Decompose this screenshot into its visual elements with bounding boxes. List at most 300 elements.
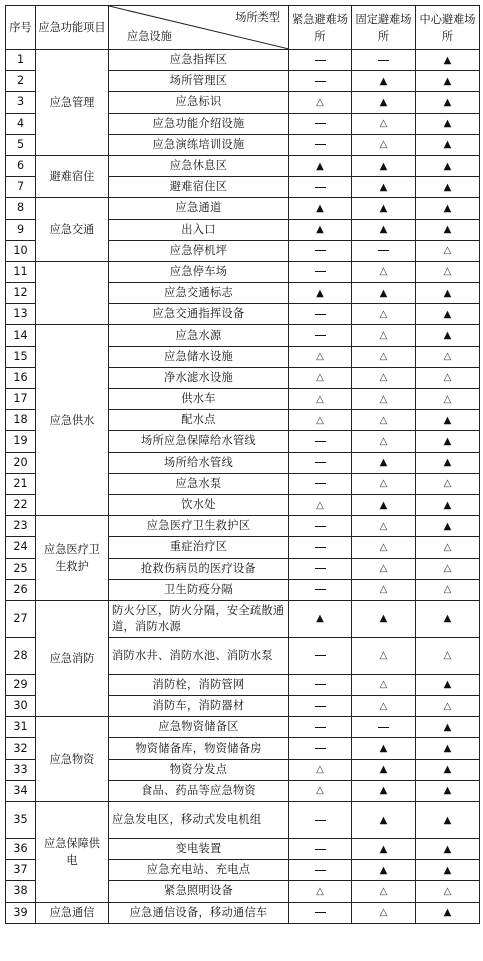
central-shelter-mark bbox=[416, 802, 480, 839]
filled-triangle-icon: ▲ bbox=[379, 843, 388, 855]
row-number: 16 bbox=[6, 367, 36, 388]
filled-triangle-icon: ▲ bbox=[443, 785, 452, 797]
filled-triangle-icon: ▲ bbox=[379, 864, 388, 876]
row-number: 25 bbox=[6, 558, 36, 579]
emergency-shelter-mark bbox=[289, 155, 352, 176]
outline-triangle-icon: △ bbox=[379, 650, 388, 662]
dash-mark bbox=[378, 727, 389, 728]
outline-triangle-icon: △ bbox=[379, 266, 388, 278]
filled-triangle-icon: ▲ bbox=[443, 613, 452, 625]
facility-cell: 物资分发点 bbox=[109, 759, 289, 780]
dash-mark bbox=[378, 60, 389, 61]
emergency-shelter-mark bbox=[289, 410, 352, 431]
row-number: 15 bbox=[6, 346, 36, 367]
outline-triangle-icon: △ bbox=[316, 885, 324, 897]
emergency-shelter-mark bbox=[289, 473, 352, 494]
outline-triangle-icon: △ bbox=[443, 245, 452, 257]
fixed-shelter-mark bbox=[352, 431, 416, 452]
row-number: 14 bbox=[6, 325, 36, 346]
central-shelter-mark bbox=[416, 696, 480, 717]
emergency-shelter-mark bbox=[289, 600, 352, 637]
row-number: 30 bbox=[6, 696, 36, 717]
central-shelter-mark bbox=[416, 155, 480, 176]
central-shelter-mark bbox=[416, 283, 480, 304]
fixed-shelter-mark bbox=[352, 717, 416, 738]
row-number: 27 bbox=[6, 600, 36, 637]
filled-triangle-icon: ▲ bbox=[443, 499, 452, 511]
emergency-shelter-mark bbox=[289, 738, 352, 759]
dash-mark bbox=[315, 483, 326, 484]
outline-triangle-icon: △ bbox=[379, 520, 388, 532]
table-row bbox=[6, 155, 480, 176]
central-shelter-mark bbox=[416, 389, 480, 410]
outline-triangle-icon: △ bbox=[379, 139, 388, 151]
row-number: 38 bbox=[6, 881, 36, 902]
filled-triangle-icon: ▲ bbox=[379, 202, 388, 214]
facility-cell: 避难宿住区 bbox=[109, 177, 289, 198]
facility-cell: 饮水处 bbox=[109, 494, 289, 515]
filled-triangle-icon: ▲ bbox=[443, 308, 452, 320]
row-number: 39 bbox=[6, 902, 36, 923]
fixed-shelter-mark bbox=[352, 240, 416, 261]
category-cell: 避难宿住 bbox=[36, 155, 109, 197]
dash-mark bbox=[315, 250, 326, 251]
filled-triangle-icon: ▲ bbox=[443, 679, 452, 691]
outline-triangle-icon: △ bbox=[379, 118, 388, 130]
filled-triangle-icon: ▲ bbox=[379, 743, 388, 755]
facility-cell: 场所给水管线 bbox=[109, 452, 289, 473]
dash-mark bbox=[378, 250, 389, 251]
category-cell: 应急保障供电 bbox=[36, 802, 109, 903]
category-cell: 应急消防 bbox=[36, 600, 109, 716]
facility-cell: 应急休息区 bbox=[109, 155, 289, 176]
category-cell: 应急供水 bbox=[36, 325, 109, 516]
row-number: 6 bbox=[6, 155, 36, 176]
central-shelter-mark bbox=[416, 902, 480, 923]
emergency-shelter-mark bbox=[289, 696, 352, 717]
emergency-shelter-mark bbox=[289, 219, 352, 240]
table-row bbox=[6, 325, 480, 346]
dash-mark bbox=[315, 748, 326, 749]
fixed-shelter-mark bbox=[352, 389, 416, 410]
dash-mark bbox=[315, 441, 326, 442]
table-row bbox=[6, 198, 480, 219]
emergency-shelter-mark bbox=[289, 537, 352, 558]
central-shelter-mark bbox=[416, 516, 480, 537]
dash-mark bbox=[315, 526, 326, 527]
filled-triangle-icon: ▲ bbox=[443, 160, 452, 172]
central-shelter-mark bbox=[416, 198, 480, 219]
dash-mark bbox=[315, 462, 326, 463]
emergency-shelter-mark bbox=[289, 389, 352, 410]
dash-mark bbox=[315, 335, 326, 336]
facility-cell: 出入口 bbox=[109, 219, 289, 240]
dash-mark bbox=[315, 849, 326, 850]
filled-triangle-icon: ▲ bbox=[443, 435, 452, 447]
emergency-shelter-mark bbox=[289, 198, 352, 219]
fixed-shelter-mark bbox=[352, 219, 416, 240]
fixed-shelter-mark bbox=[352, 92, 416, 113]
facility-cell: 场所管理区 bbox=[109, 71, 289, 92]
outline-triangle-icon: △ bbox=[379, 351, 388, 363]
central-shelter-mark bbox=[416, 113, 480, 134]
filled-triangle-icon: ▲ bbox=[379, 499, 388, 511]
fixed-shelter-mark bbox=[352, 802, 416, 839]
outline-triangle-icon: △ bbox=[443, 478, 452, 490]
category-cell: 应急医疗卫生救护 bbox=[36, 516, 109, 601]
facility-cell: 应急演练培训设施 bbox=[109, 134, 289, 155]
outline-triangle-icon: △ bbox=[316, 499, 324, 511]
dash-mark bbox=[315, 547, 326, 548]
outline-triangle-icon: △ bbox=[443, 650, 452, 662]
dash-mark bbox=[315, 727, 326, 728]
filled-triangle-icon: ▲ bbox=[443, 202, 452, 214]
fixed-shelter-mark bbox=[352, 537, 416, 558]
outline-triangle-icon: △ bbox=[379, 308, 388, 320]
filled-triangle-icon: ▲ bbox=[379, 457, 388, 469]
filled-triangle-icon: ▲ bbox=[443, 287, 452, 299]
facility-cell: 防火分区，防火分隔，安全疏散通道，消防水源 bbox=[109, 600, 289, 637]
table-row bbox=[6, 516, 480, 537]
fixed-shelter-mark bbox=[352, 346, 416, 367]
central-shelter-mark bbox=[416, 92, 480, 113]
facility-cell: 消防车，消防器材 bbox=[109, 696, 289, 717]
facility-cell: 应急物资储备区 bbox=[109, 717, 289, 738]
row-number: 24 bbox=[6, 537, 36, 558]
filled-triangle-icon: ▲ bbox=[443, 907, 452, 919]
category-cell: 应急通信 bbox=[36, 902, 109, 923]
dash-mark bbox=[315, 820, 326, 821]
row-number: 9 bbox=[6, 219, 36, 240]
central-shelter-mark bbox=[416, 177, 480, 198]
dash-mark bbox=[315, 568, 326, 569]
emergency-shelter-mark bbox=[289, 71, 352, 92]
filled-triangle-icon: ▲ bbox=[443, 54, 452, 66]
filled-triangle-icon: ▲ bbox=[443, 721, 452, 733]
dash-mark bbox=[315, 655, 326, 656]
emergency-shelter-mark bbox=[289, 50, 352, 71]
emergency-shelter-mark bbox=[289, 717, 352, 738]
central-shelter-mark bbox=[416, 325, 480, 346]
fixed-shelter-mark bbox=[352, 881, 416, 902]
filled-triangle-icon: ▲ bbox=[443, 75, 452, 87]
facility-cell: 净水滤水设施 bbox=[109, 367, 289, 388]
row-number: 12 bbox=[6, 283, 36, 304]
fixed-shelter-mark bbox=[352, 283, 416, 304]
facility-cell: 应急停车场 bbox=[109, 261, 289, 282]
fixed-shelter-mark bbox=[352, 738, 416, 759]
outline-triangle-icon: △ bbox=[379, 885, 388, 897]
fixed-shelter-mark bbox=[352, 177, 416, 198]
emergency-shelter-mark bbox=[289, 674, 352, 695]
filled-triangle-icon: ▲ bbox=[443, 118, 452, 130]
emergency-shelter-mark bbox=[289, 134, 352, 155]
filled-triangle-icon: ▲ bbox=[443, 814, 452, 826]
dash-mark bbox=[315, 870, 326, 871]
table-row bbox=[6, 600, 480, 637]
filled-triangle-icon: ▲ bbox=[443, 330, 452, 342]
central-shelter-mark bbox=[416, 219, 480, 240]
facility-cell: 应急标识 bbox=[109, 92, 289, 113]
row-number: 33 bbox=[6, 759, 36, 780]
fixed-shelter-mark bbox=[352, 637, 416, 674]
fixed-shelter-mark bbox=[352, 261, 416, 282]
header-site-type: 场所类型 bbox=[235, 11, 280, 24]
facility-cell: 应急发电区，移动式发电机组 bbox=[109, 802, 289, 839]
facility-cell: 配水点 bbox=[109, 410, 289, 431]
outline-triangle-icon: △ bbox=[379, 584, 388, 596]
filled-triangle-icon: ▲ bbox=[379, 181, 388, 193]
filled-triangle-icon: ▲ bbox=[379, 160, 388, 172]
filled-triangle-icon: ▲ bbox=[379, 75, 388, 87]
emergency-shelter-mark bbox=[289, 240, 352, 261]
outline-triangle-icon: △ bbox=[316, 96, 324, 108]
outline-triangle-icon: △ bbox=[379, 563, 388, 575]
category-cell: 应急管理 bbox=[36, 50, 109, 156]
central-shelter-mark bbox=[416, 579, 480, 600]
fixed-shelter-mark bbox=[352, 759, 416, 780]
emergency-shelter-mark bbox=[289, 113, 352, 134]
fixed-shelter-mark bbox=[352, 410, 416, 431]
filled-triangle-icon: ▲ bbox=[443, 414, 452, 426]
emergency-shelter-mark bbox=[289, 304, 352, 325]
row-number: 32 bbox=[6, 738, 36, 759]
header-row bbox=[6, 6, 480, 50]
central-shelter-mark bbox=[416, 410, 480, 431]
central-shelter-mark bbox=[416, 71, 480, 92]
outline-triangle-icon: △ bbox=[443, 885, 452, 897]
header-facility: 应急设施 bbox=[127, 30, 172, 43]
facility-cell: 应急交通标志 bbox=[109, 283, 289, 304]
central-shelter-mark bbox=[416, 558, 480, 579]
row-number: 17 bbox=[6, 389, 36, 410]
central-shelter-mark bbox=[416, 839, 480, 860]
row-number: 20 bbox=[6, 452, 36, 473]
row-number: 10 bbox=[6, 240, 36, 261]
outline-triangle-icon: △ bbox=[443, 266, 452, 278]
central-shelter-mark bbox=[416, 600, 480, 637]
row-number: 22 bbox=[6, 494, 36, 515]
fixed-shelter-mark bbox=[352, 516, 416, 537]
emergency-shelter-mark bbox=[289, 367, 352, 388]
central-shelter-mark bbox=[416, 537, 480, 558]
emergency-shelter-mark bbox=[289, 283, 352, 304]
facility-cell: 应急通道 bbox=[109, 198, 289, 219]
row-number: 21 bbox=[6, 473, 36, 494]
filled-triangle-icon: ▲ bbox=[443, 457, 452, 469]
fixed-shelter-mark bbox=[352, 155, 416, 176]
facility-cell: 应急医疗卫生救护区 bbox=[109, 516, 289, 537]
emergency-shelter-mark bbox=[289, 261, 352, 282]
table-wrapper bbox=[5, 5, 480, 924]
filled-triangle-icon: ▲ bbox=[443, 743, 452, 755]
dash-mark bbox=[315, 589, 326, 590]
fixed-shelter-mark bbox=[352, 780, 416, 801]
table-row bbox=[6, 261, 480, 282]
outline-triangle-icon: △ bbox=[379, 907, 388, 919]
central-shelter-mark bbox=[416, 473, 480, 494]
row-number: 29 bbox=[6, 674, 36, 695]
emergency-shelter-mark bbox=[289, 881, 352, 902]
row-number: 8 bbox=[6, 198, 36, 219]
facility-cell: 卫生防疫分隔 bbox=[109, 579, 289, 600]
filled-triangle-icon: ▲ bbox=[443, 96, 452, 108]
fixed-shelter-mark bbox=[352, 600, 416, 637]
facility-cell: 供水车 bbox=[109, 389, 289, 410]
fixed-shelter-mark bbox=[352, 696, 416, 717]
fixed-shelter-mark bbox=[352, 134, 416, 155]
central-shelter-mark bbox=[416, 674, 480, 695]
category-cell bbox=[36, 261, 109, 325]
emergency-shelter-mark bbox=[289, 579, 352, 600]
outline-triangle-icon: △ bbox=[379, 330, 388, 342]
outline-triangle-icon: △ bbox=[379, 393, 388, 405]
filled-triangle-icon: ▲ bbox=[316, 287, 324, 299]
row-number: 7 bbox=[6, 177, 36, 198]
shelter-facility-table bbox=[5, 5, 480, 924]
row-number: 23 bbox=[6, 516, 36, 537]
filled-triangle-icon: ▲ bbox=[443, 224, 452, 236]
emergency-shelter-mark bbox=[289, 92, 352, 113]
fixed-shelter-mark bbox=[352, 198, 416, 219]
fixed-shelter-mark bbox=[352, 558, 416, 579]
central-shelter-mark bbox=[416, 881, 480, 902]
filled-triangle-icon: ▲ bbox=[443, 764, 452, 776]
emergency-shelter-mark bbox=[289, 780, 352, 801]
emergency-shelter-mark bbox=[289, 902, 352, 923]
row-number: 36 bbox=[6, 839, 36, 860]
outline-triangle-icon: △ bbox=[379, 679, 388, 691]
emergency-shelter-mark bbox=[289, 860, 352, 881]
outline-triangle-icon: △ bbox=[443, 584, 452, 596]
central-shelter-mark bbox=[416, 780, 480, 801]
filled-triangle-icon: ▲ bbox=[379, 96, 388, 108]
fixed-shelter-mark bbox=[352, 452, 416, 473]
outline-triangle-icon: △ bbox=[316, 351, 324, 363]
outline-triangle-icon: △ bbox=[443, 563, 452, 575]
filled-triangle-icon: ▲ bbox=[379, 287, 388, 299]
fixed-shelter-mark bbox=[352, 113, 416, 134]
facility-cell: 应急水泵 bbox=[109, 473, 289, 494]
emergency-shelter-mark bbox=[289, 452, 352, 473]
table-row bbox=[6, 902, 480, 923]
outline-triangle-icon: △ bbox=[316, 372, 324, 384]
row-number: 31 bbox=[6, 717, 36, 738]
outline-triangle-icon: △ bbox=[443, 351, 452, 363]
table-body bbox=[6, 50, 480, 924]
facility-cell: 应急水源 bbox=[109, 325, 289, 346]
dash-mark bbox=[315, 314, 326, 315]
facility-cell: 应急通信设备，移动通信车 bbox=[109, 902, 289, 923]
central-shelter-mark bbox=[416, 367, 480, 388]
dash-mark bbox=[315, 144, 326, 145]
filled-triangle-icon: ▲ bbox=[443, 139, 452, 151]
emergency-shelter-mark bbox=[289, 759, 352, 780]
fixed-shelter-mark bbox=[352, 367, 416, 388]
central-shelter-mark bbox=[416, 637, 480, 674]
row-number: 5 bbox=[6, 134, 36, 155]
header-category: 应急功能项目 bbox=[36, 6, 109, 50]
central-shelter-mark bbox=[416, 50, 480, 71]
emergency-shelter-mark bbox=[289, 325, 352, 346]
central-shelter-mark bbox=[416, 759, 480, 780]
filled-triangle-icon: ▲ bbox=[443, 520, 452, 532]
dash-mark bbox=[315, 81, 326, 82]
facility-cell: 应急交通指挥设备 bbox=[109, 304, 289, 325]
outline-triangle-icon: △ bbox=[379, 478, 388, 490]
fixed-shelter-mark bbox=[352, 494, 416, 515]
row-number: 37 bbox=[6, 860, 36, 881]
facility-cell: 消防栓，消防管网 bbox=[109, 674, 289, 695]
header-seq: 序号 bbox=[6, 6, 36, 50]
facility-cell: 应急充电站、充电点 bbox=[109, 860, 289, 881]
filled-triangle-icon: ▲ bbox=[443, 181, 452, 193]
facility-cell: 应急功能介绍设施 bbox=[109, 113, 289, 134]
filled-triangle-icon: ▲ bbox=[316, 613, 324, 625]
emergency-shelter-mark bbox=[289, 839, 352, 860]
facility-cell: 物资储备库，物资储备房 bbox=[109, 738, 289, 759]
outline-triangle-icon: △ bbox=[379, 372, 388, 384]
filled-triangle-icon: ▲ bbox=[443, 864, 452, 876]
filled-triangle-icon: ▲ bbox=[379, 613, 388, 625]
emergency-shelter-mark bbox=[289, 558, 352, 579]
outline-triangle-icon: △ bbox=[316, 764, 324, 776]
outline-triangle-icon: △ bbox=[379, 414, 388, 426]
filled-triangle-icon: ▲ bbox=[316, 202, 324, 214]
central-shelter-mark bbox=[416, 261, 480, 282]
outline-triangle-icon: △ bbox=[316, 785, 324, 797]
dash-mark bbox=[315, 684, 326, 685]
facility-cell: 应急指挥区 bbox=[109, 50, 289, 71]
central-shelter-mark bbox=[416, 134, 480, 155]
row-number: 34 bbox=[6, 780, 36, 801]
row-number: 2 bbox=[6, 71, 36, 92]
outline-triangle-icon: △ bbox=[379, 700, 388, 712]
dash-mark bbox=[315, 60, 326, 61]
emergency-shelter-mark bbox=[289, 637, 352, 674]
central-shelter-mark bbox=[416, 494, 480, 515]
fixed-shelter-mark bbox=[352, 50, 416, 71]
fixed-shelter-mark bbox=[352, 902, 416, 923]
facility-cell: 应急储水设施 bbox=[109, 346, 289, 367]
outline-triangle-icon: △ bbox=[443, 700, 452, 712]
category-cell: 应急物资 bbox=[36, 717, 109, 802]
row-number: 28 bbox=[6, 637, 36, 674]
central-shelter-mark bbox=[416, 431, 480, 452]
table-row bbox=[6, 802, 480, 839]
filled-triangle-icon: ▲ bbox=[443, 843, 452, 855]
dash-mark bbox=[315, 912, 326, 913]
outline-triangle-icon: △ bbox=[443, 372, 452, 384]
filled-triangle-icon: ▲ bbox=[379, 814, 388, 826]
outline-triangle-icon: △ bbox=[443, 541, 452, 553]
row-number: 19 bbox=[6, 431, 36, 452]
emergency-shelter-mark bbox=[289, 802, 352, 839]
dash-mark bbox=[315, 706, 326, 707]
central-shelter-mark bbox=[416, 717, 480, 738]
fixed-shelter-mark bbox=[352, 71, 416, 92]
central-shelter-mark bbox=[416, 240, 480, 261]
row-number: 18 bbox=[6, 410, 36, 431]
row-number: 4 bbox=[6, 113, 36, 134]
header-central-shelter: 中心避难场所 bbox=[416, 6, 480, 50]
outline-triangle-icon: △ bbox=[443, 393, 452, 405]
filled-triangle-icon: ▲ bbox=[379, 764, 388, 776]
central-shelter-mark bbox=[416, 346, 480, 367]
row-number: 13 bbox=[6, 304, 36, 325]
category-cell: 应急交通 bbox=[36, 198, 109, 262]
header-diagonal-cell bbox=[109, 6, 289, 50]
